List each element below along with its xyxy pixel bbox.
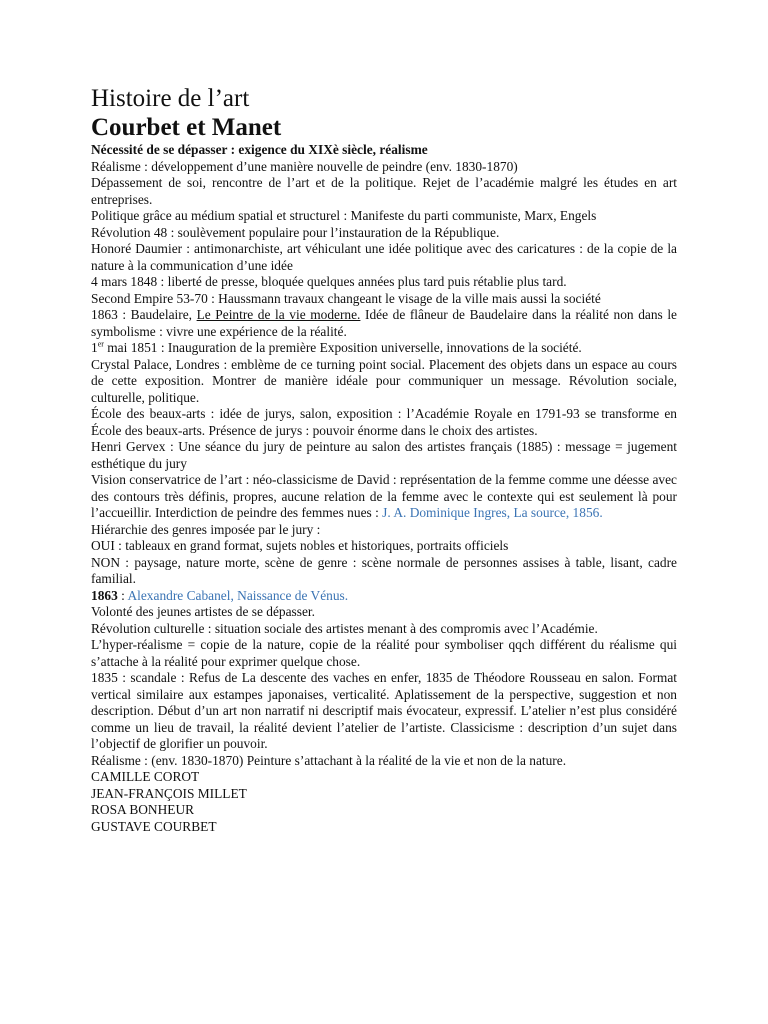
paragraph: [91, 340, 677, 357]
paragraph: Hiérarchie des genres imposée par le jury :: [91, 521, 321, 537]
paragraph: Révolution 48 : soulèvement populaire pour l’instauration de la République.: [91, 224, 500, 240]
paragraph: L’hyper-réalisme = copie de la nature, copie de la réalité pour symboliser qqch différent du réalisme qui s’attache à la réalité pour exprimer quelque chose.: [91, 637, 677, 669]
paragraph: Volonté des jeunes artistes de se dépasser.: [91, 604, 315, 619]
paragraph: Dépassement de soi, rencontre de l’art et de la politique. Rejet de l’académie malgré les études en art entreprises.: [91, 175, 677, 207]
date-number: 1: [91, 340, 98, 355]
paragraph: Réalisme : développement d’une manière nouvelle de peindre (env. 1830-1870): [91, 158, 518, 174]
paragraph: OUI : tableaux en grand format, sujets nobles et historiques, portraits officiels: [91, 538, 509, 553]
paragraph: [91, 588, 677, 605]
ordinal-suffix: er: [97, 339, 104, 349]
separator: :: [117, 587, 128, 603]
document-supertitle: Histoire de l’art: [91, 85, 250, 112]
artwork-link[interactable]: Alexandre Cabanel, Naissance de Vénus.: [127, 587, 349, 603]
artist-name: ROSA BONHEUR: [91, 802, 195, 817]
paragraph: Honoré Daumier : antimonarchiste, art véhiculant une idée politique avec des caricatures : de la copie de la nature à la communication d’une idée: [91, 241, 677, 273]
artist-name: CAMILLE COROT: [91, 769, 200, 784]
artist-name: GUSTAVE COURBET: [91, 818, 217, 834]
artwork-link[interactable]: J. A. Dominique Ingres, La source, 1856.: [382, 505, 603, 520]
paragraph: École des beaux-arts : idée de jurys, salon, exposition : l’Académie Royale en 1791-93 se transforme en École des beaux-arts. Présence de jurys : pouvoir énorme dans le choix des artistes.: [91, 406, 677, 438]
paragraph: Second Empire 53-70 : Haussmann travaux changeant le visage de la ville mais aussi la société: [91, 290, 601, 306]
paragraph: Crystal Palace, Londres : emblème de ce turning point social. Placement des objets dans un espace au cours de cette exposition. Montrer de manière idéale pour communiquer un message. Révolution sociale, culturelle, politique.: [91, 356, 677, 405]
paragraph: Réalisme : (env. 1830-1870) Peinture s’attachant à la réalité de la vie et non de la nature.: [91, 752, 567, 768]
paragraph-text: mai 1851 : Inauguration de la première Exposition universelle, innovations de la société.: [103, 340, 582, 355]
document-page: [91, 84, 677, 835]
book-title: Le Peintre de la vie moderne.: [196, 307, 361, 322]
paragraph: NON : paysage, nature morte, scène de genre : scène normale de personnes assises à table, lisant, cadre familial.: [91, 554, 677, 586]
document-title: Courbet et Manet: [91, 114, 282, 141]
paragraph: Politique grâce au médium spatial et structurel : Manifeste du parti communiste, Marx, Engels: [91, 208, 597, 223]
paragraph: [91, 307, 677, 340]
year-label: 1863: [91, 587, 118, 603]
paragraph-text: Idée de flâneur de Baudelaire dans la réalité non dans le symbolisme : vivre une expérience de la réalité.: [91, 307, 677, 339]
paragraph: 1835 : scandale : Refus de La descente des vaches en enfer, 1835 de Théodore Rousseau en salon. Format vertical similaire aux estampes japonaises, verticalité. Aplatissement de la perspective, suggestion et non description. Début d’un art non narratif ni descriptif mais évocateur, expressif. L’atelier n’est plus considéré comme un lieu de travail, la réalité devient l’atelier de l’artiste. Classicisme : description d’un sujet dans l’objectif de glorifier un pouvoir.: [91, 670, 677, 751]
paragraph-text: Vision conservatrice de l’art : néo-classicisme de David : représentation de la femme comme une déesse avec des contours très définis, propres, aucune relation de la femme avec le contexte qui est seulement là pour l’accueillir. Interdiction de peindre des femmes nues :: [91, 472, 677, 520]
lead-heading: Nécessité de se dépasser : exigence du XIXè siècle, réalisme: [91, 142, 428, 157]
paragraph: Henri Gervex : Une séance du jury de peinture au salon des artistes français (1885) : message = jugement esthétique du jury: [91, 439, 677, 471]
artist-list: [91, 769, 677, 835]
paragraph: 4 mars 1848 : liberté de presse, bloquée quelques années plus tard puis rétablie plus tard.: [91, 274, 567, 289]
paragraph: Révolution culturelle : situation sociale des artistes menant à des compromis avec l’Académie.: [91, 620, 598, 636]
paragraph: [91, 472, 677, 522]
paragraph-text: 1863 : Baudelaire,: [91, 307, 197, 322]
artist-name: JEAN-FRANÇOIS MILLET: [91, 785, 247, 801]
